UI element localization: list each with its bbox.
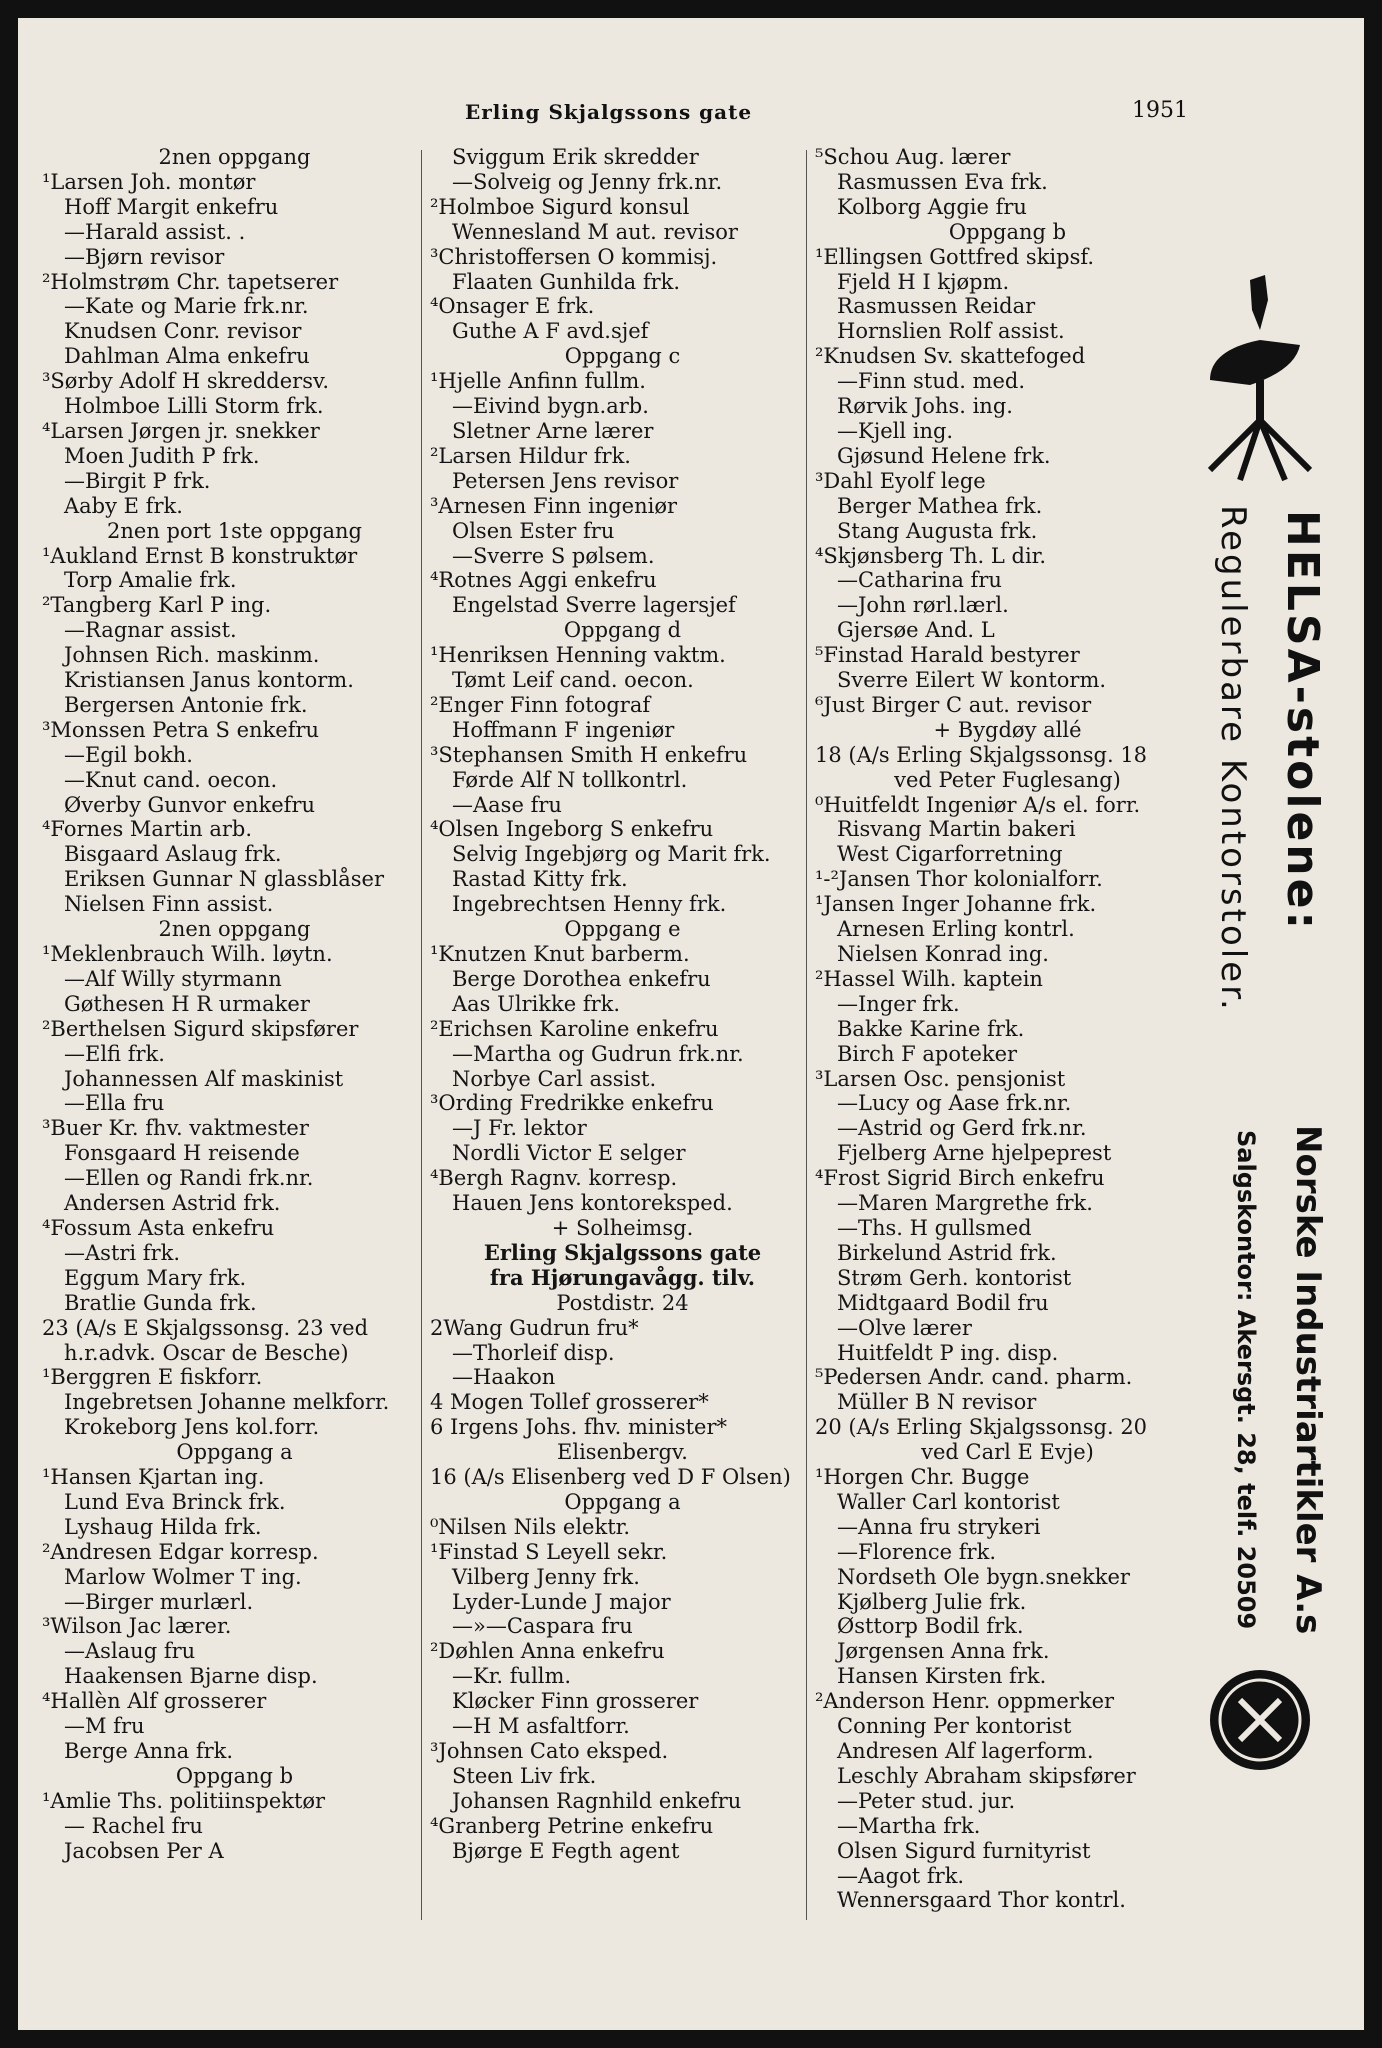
listing-row: Oppgang e: [564, 917, 681, 942]
listing-row: —Solveig og Jenny frk.nr.: [452, 169, 723, 194]
listing-row: ³Dahl Eyolf lege: [815, 468, 986, 493]
listing-row: ¹Larsen Joh. montør: [42, 169, 256, 194]
listing-row: Rasmussen Reidar: [837, 294, 1036, 319]
listing-row: 20 (A/s Erling Skjalgssonsg. 20: [815, 1415, 1148, 1440]
listing-row: ¹Hjelle Anfinn fullm.: [430, 369, 646, 394]
listing-row: ¹Aukland Ernst B konstruktør: [42, 543, 358, 568]
listing-row: —Haakon: [452, 1365, 556, 1390]
listing-row: Jacobsen Per A: [64, 1838, 224, 1863]
listing-row: Kjølberg Julie frk.: [837, 1589, 1027, 1614]
listing-row: Midtgaard Bodil fru: [837, 1290, 1049, 1315]
listing-row: Fjeld H I kjøpm.: [837, 269, 1010, 294]
listing-row: Hornslien Rolf assist.: [837, 319, 1065, 344]
listing-row: Oppgang c: [564, 344, 681, 369]
listing-row: ²Enger Finn fotograf: [430, 692, 651, 717]
listing-row: ¹Amlie Ths. politiinspektør: [42, 1788, 326, 1813]
listing-row: ⁴Bergh Ragnv. korresp.: [430, 1166, 678, 1191]
listing-row: ²Anderson Henr. oppmerker: [815, 1689, 1115, 1714]
listing-row: ved Peter Fuglesang): [894, 767, 1121, 792]
column-3: [815, 145, 1200, 1913]
page-number: 1951: [1132, 98, 1188, 123]
listing-row: —Eivind bygn.arb.: [452, 394, 649, 419]
listing-row: Vilberg Jenny frk.: [452, 1564, 640, 1589]
listing-row: ⁵Finstad Harald bestyrer: [815, 643, 1080, 668]
street-header: Erling Skjalgssons gate: [465, 100, 753, 124]
listing-row: —Elfi frk.: [64, 1041, 165, 1066]
listing-row: Elisenbergv.: [557, 1440, 688, 1465]
listing-row: Hoff Margit enkefru: [64, 194, 279, 219]
listing-row: 16 (A/s Elisenberg ved D F Olsen): [430, 1465, 791, 1490]
listing-row: Sviggum Erik skredder: [452, 145, 699, 169]
listing-row: Førde Alf N tollkontrl.: [452, 767, 688, 792]
listing-row: Lund Eva Brinck frk.: [64, 1489, 286, 1514]
listing-row: —Ella fru: [64, 1091, 165, 1116]
listing-row: Aaby E frk.: [64, 493, 183, 518]
listing-row: ved Carl E Evje): [921, 1440, 1094, 1465]
listing-row: ¹Finstad S Leyell sekr.: [430, 1539, 668, 1564]
listing-row: Erling Skjalgssons gate: [483, 1239, 762, 1265]
listing-row: ⁴Olsen Ingeborg S enkefru: [430, 817, 714, 842]
listing-row: 2nen oppgang: [158, 145, 311, 169]
listing-row: —Knut cand. oecon.: [64, 767, 278, 792]
column-2: [430, 145, 815, 1864]
listing-row: + Bygdøy allé: [933, 717, 1082, 742]
listing-row: Haakensen Bjarne disp.: [64, 1664, 318, 1689]
listing-row: Rasmussen Eva frk.: [837, 169, 1048, 194]
listing-row: 6 Irgens Johs. fhv. minister*: [430, 1415, 728, 1440]
listing-row: —Ellen og Randi frk.nr.: [64, 1166, 314, 1191]
listing-row: Østtorp Bodil frk.: [837, 1614, 1024, 1639]
listing-row: ⁰Nilsen Nils elektr.: [430, 1514, 631, 1539]
listing-row: Sverre Eilert W kontorm.: [837, 668, 1107, 693]
listing-row: Johnsen Rich. maskinm.: [64, 643, 320, 668]
listing-row: Holmboe Lilli Storm frk.: [64, 394, 324, 419]
listing-row: Aas Ulrikke frk.: [452, 991, 621, 1016]
listing-row: h.r.advk. Oscar de Besche): [64, 1340, 349, 1365]
listing-row: Berge Dorothea enkefru: [452, 966, 711, 991]
listing-row: Berge Anna frk.: [64, 1739, 234, 1763]
listing-row: Huitfeldt P ing. disp.: [837, 1340, 1059, 1365]
listing-row: —Aagot frk.: [837, 1863, 965, 1888]
listing-row: —Astrid og Gerd frk.nr.: [837, 1116, 1087, 1141]
listing-row: Kløcker Finn grosserer: [452, 1689, 699, 1714]
listing-row: Olsen Ester fru: [452, 518, 615, 543]
listing-row: Eggum Mary frk.: [64, 1265, 247, 1290]
listing-row: ¹Berggren E fiskforr.: [42, 1365, 263, 1390]
listing-row: ³Buer Kr. fhv. vaktmester: [42, 1116, 309, 1141]
listing-row: Nordli Victor E selger: [452, 1141, 686, 1166]
listing-row: ⁴Rotnes Aggi enkefru: [430, 568, 657, 593]
listing-row: Oppgang a: [176, 1440, 293, 1465]
listing-row: ³Larsen Osc. pensjonist: [815, 1066, 1066, 1091]
listing-row: Flaaten Gunhilda frk.: [452, 269, 681, 294]
listing-row: ⁵Schou Aug. lærer: [815, 145, 1011, 169]
listing-row: Müller B N revisor: [837, 1390, 1037, 1415]
listing-row: —Martha og Gudrun frk.nr.: [452, 1041, 744, 1066]
listing-row: Hansen Kirsten frk.: [837, 1664, 1047, 1689]
listing-row: —Sverre S pølsem.: [452, 543, 655, 568]
listing-row: Risvang Martin bakeri: [837, 817, 1076, 842]
listing-row: Oppgang b: [948, 219, 1067, 244]
listing-row: ²Larsen Hildur frk.: [430, 443, 631, 468]
listing-row: —Egil bokh.: [64, 742, 193, 767]
listing-row: —Olve lærer: [837, 1315, 972, 1340]
listing-row: Oppgang d: [563, 618, 682, 643]
listing-row: ²Erichsen Karoline enkefru: [430, 1016, 719, 1041]
listing-row: Hauen Jens kontoreksped.: [452, 1191, 733, 1216]
listing-row: Conning Per kontorist: [837, 1714, 1072, 1739]
listing-row: ⁴Fossum Asta enkefru: [42, 1215, 275, 1240]
listing-row: Jørgensen Anna frk.: [837, 1639, 1050, 1664]
listing-row: ¹Hansen Kjartan ing.: [42, 1465, 265, 1490]
listing-row: Øverby Gunvor enkefru: [64, 792, 316, 817]
listing-row: Lyder-Lunde J major: [452, 1589, 671, 1614]
listing-row: ²Hassel Wilh. kaptein: [815, 966, 1043, 991]
listing-row: Olsen Sigurd furnityrist: [837, 1838, 1091, 1863]
listing-row: Moen Judith P frk.: [64, 443, 260, 468]
listing-row: ⁴Granberg Petrine enkefru: [430, 1813, 714, 1838]
column-1: [42, 145, 427, 1864]
listing-row: Kristiansen Janus kontorm.: [64, 668, 354, 693]
listing-row: 4 Mogen Tollef grosserer*: [430, 1390, 709, 1415]
company-logo-icon: [1205, 1665, 1315, 1775]
listing-row: —Kate og Marie frk.nr.: [64, 294, 309, 319]
listing-row: 2nen oppgang: [158, 917, 311, 942]
listing-row: Rastad Kitty frk.: [452, 867, 628, 892]
listing-row: ⁴Onsager E frk.: [430, 294, 595, 319]
listing-row: —M fru: [64, 1714, 145, 1739]
listing-row: Berger Mathea frk.: [837, 493, 1043, 518]
listing-row: ³Sørby Adolf H skreddersv.: [42, 369, 330, 394]
listing-row: ⁴Frost Sigrid Birch enkefru: [815, 1166, 1105, 1191]
listing-row: Marlow Wolmer T ing.: [64, 1564, 302, 1589]
listing-row: ²Døhlen Anna enkefru: [430, 1639, 665, 1664]
listing-row: Wennersgaard Thor kontrl.: [837, 1888, 1126, 1913]
listing-row: —Lucy og Aase frk.nr.: [837, 1091, 1072, 1116]
listing-row: —Ths. H gullsmed: [837, 1215, 1032, 1240]
listing-row: —Inger frk.: [837, 991, 960, 1016]
listing-row: ¹Henriksen Henning vaktm.: [430, 643, 726, 668]
listing-row: —Martha frk.: [837, 1813, 981, 1838]
listing-row: —Bjørn revisor: [64, 244, 225, 269]
listing-row: —Astri frk.: [64, 1240, 181, 1265]
listing-row: Nielsen Finn assist.: [64, 892, 274, 917]
listing-row: —John rørl.lærl.: [837, 593, 1009, 618]
listing-row: Steen Liv frk.: [452, 1763, 597, 1788]
listing-row: ³Monssen Petra S enkefru: [42, 717, 320, 742]
listing-row: Andresen Alf lagerform.: [837, 1739, 1094, 1763]
listing-row: Bergersen Antonie frk.: [64, 692, 308, 717]
listing-row: + Solheimsg.: [551, 1215, 694, 1240]
listing-row: — Rachel fru: [64, 1813, 203, 1838]
listing-row: ⁰Huitfeldt Ingeniør A/s el. forr.: [815, 792, 1141, 817]
listing-row: Gjersøe And. L: [837, 618, 995, 643]
listing-row: Oppgang b: [175, 1763, 294, 1788]
listing-row: West Cigarforretning: [837, 842, 1063, 867]
listing-row: —Finn stud. med.: [837, 369, 1026, 394]
listing-row: Lyshaug Hilda frk.: [64, 1514, 262, 1539]
listing-row: —»—Caspara fru: [452, 1614, 633, 1639]
listing-row: ¹-²Jansen Thor kolonialforr.: [815, 867, 1103, 892]
listing-row: Johansen Ragnhild enkefru: [452, 1788, 742, 1813]
listing-row: Birch F apoteker: [837, 1041, 1018, 1066]
listing-row: ²Andresen Edgar korresp.: [42, 1539, 319, 1564]
listing-row: ²Holmboe Sigurd konsul: [430, 194, 690, 219]
listing-row: ⁵Pedersen Andr. cand. pharm.: [815, 1365, 1133, 1390]
listing-row: Torp Amalie frk.: [64, 568, 237, 593]
listing-row: Sletner Arne lærer: [452, 418, 654, 443]
listing-row: Engelstad Sverre lagersjef: [452, 593, 736, 618]
listing-row: Knudsen Conr. revisor: [64, 319, 302, 344]
listing-row: Dahlman Alma enkefru: [64, 344, 310, 369]
listing-row: —Birgit P frk.: [64, 468, 211, 493]
listing-row: ²Berthelsen Sigurd skipsfører: [42, 1016, 359, 1041]
listing-row: 2Wang Gudrun fru*: [430, 1315, 639, 1340]
listing-row: Hoffmann F ingeniør: [452, 717, 675, 742]
listing-row: —Birger murlærl.: [64, 1589, 254, 1614]
listing-row: —Kr. fullm.: [452, 1664, 572, 1689]
listing-row: Kolborg Aggie fru: [837, 194, 1027, 219]
listing-row: Oppgang a: [564, 1489, 681, 1514]
listing-row: Birkelund Astrid frk.: [837, 1240, 1057, 1265]
listing-row: ³Ording Fredrikke enkefru: [430, 1091, 714, 1116]
listing-row: ³Christoffersen O kommisj.: [430, 244, 718, 269]
listing-row: ¹Knutzen Knut barberm.: [430, 942, 690, 966]
listing-row: —Thorleif disp.: [452, 1340, 615, 1365]
listing-row: Selvig Ingebjørg og Marit frk.: [452, 842, 771, 867]
listing-row: ²Holmstrøm Chr. tapetserer: [42, 269, 339, 294]
listing-row: ¹Meklenbrauch Wilh. løytn.: [42, 942, 333, 966]
listing-row: Ingebretsen Johanne melkforr.: [64, 1390, 390, 1415]
listing-row: Nielsen Konrad ing.: [837, 942, 1049, 966]
office-chair-icon: [1190, 270, 1330, 490]
listing-row: Postdistr. 24: [556, 1290, 689, 1315]
listing-row: Norbye Carl assist.: [452, 1066, 657, 1091]
listing-row: —Harald assist. .: [64, 219, 246, 244]
listing-row: Fjelberg Arne hjelpeprest: [837, 1141, 1112, 1166]
listing-row: Nordseth Ole bygn.snekker: [837, 1564, 1130, 1589]
listing-row: Guthe A F avd.sjef: [452, 319, 649, 344]
listing-row: ²Knudsen Sv. skattefoged: [815, 344, 1086, 369]
ad-subtitle: Regulerbare Kontorstoler.: [1213, 505, 1253, 1013]
listing-row: Rørvik Johs. ing.: [837, 394, 1013, 419]
listing-row: Bjørge E Fegth agent: [452, 1838, 680, 1863]
listing-row: ²Tangberg Karl P ing.: [42, 593, 272, 618]
listing-row: —Kjell ing.: [837, 418, 954, 443]
listing-row: Arnesen Erling kontrl.: [837, 917, 1075, 942]
listing-row: Leschly Abraham skipsfører: [837, 1763, 1136, 1788]
listing-row: Bisgaard Aslaug frk.: [64, 842, 282, 867]
listing-row: ⁴Skjønsberg Th. L dir.: [815, 543, 1047, 568]
ad-contact: Salgskontor: Akersgt. 28, telf. 20509: [1232, 1130, 1260, 1630]
listing-row: ¹Ellingsen Gottfred skipsf.: [815, 244, 1095, 269]
listing-row: ³Wilson Jac lærer.: [42, 1614, 232, 1639]
listing-row: Ingebrechtsen Henny frk.: [452, 892, 727, 917]
listing-row: —Peter stud. jur.: [837, 1788, 1016, 1813]
listing-row: Johannessen Alf maskinist: [64, 1066, 344, 1091]
listing-row: Fonsgaard H reisende: [64, 1141, 300, 1166]
listing-row: Andersen Astrid frk.: [64, 1191, 281, 1216]
listing-row: ⁴Fornes Martin arb.: [42, 817, 253, 842]
listing-row: —Ragnar assist.: [64, 618, 237, 643]
listing-row: —Catharina fru: [837, 568, 1002, 593]
listing-row: Krokeborg Jens kol.forr.: [64, 1415, 320, 1440]
listing-row: Gjøsund Helene frk.: [837, 443, 1051, 468]
listing-row: —Alf Willy styrmann: [64, 966, 282, 991]
listing-row: Eriksen Gunnar N glassblåser: [64, 867, 385, 892]
listing-row: Tømt Leif cand. oecon.: [452, 668, 694, 693]
listing-row: —Maren Margrethe frk.: [837, 1191, 1093, 1216]
listing-row: ⁶Just Birger C aut. revisor: [815, 692, 1092, 717]
listing-row: 18 (A/s Erling Skjalgssonsg. 18: [815, 742, 1148, 767]
listing-row: Gøthesen H R urmaker: [64, 991, 310, 1016]
listing-row: 2nen port 1ste oppgang: [107, 518, 362, 543]
listing-row: ¹Horgen Chr. Bugge: [815, 1465, 1030, 1490]
listing-row: ³Stephansen Smith H enkefru: [430, 742, 748, 767]
ad-company: Norske Industriartikler A.s: [1288, 1125, 1328, 1635]
listing-row: Strøm Gerh. kontorist: [837, 1265, 1072, 1290]
listing-row: ⁴Hallèn Alf grosserer: [42, 1689, 267, 1714]
listing-row: —Aslaug fru: [64, 1639, 196, 1664]
listing-row: 23 (A/s E Skjalgssonsg. 23 ved: [42, 1315, 369, 1340]
listing-row: —Anna fru strykeri: [837, 1514, 1041, 1539]
listing-row: Bratlie Gunda frk.: [64, 1290, 257, 1315]
listing-row: —H M asfaltforr.: [452, 1714, 630, 1739]
listing-row: —Florence frk.: [837, 1539, 996, 1564]
listing-row: Stang Augusta frk.: [837, 518, 1038, 543]
listing-row: ³Arnesen Finn ingeniør: [430, 493, 678, 518]
listing-row: ⁴Larsen Jørgen jr. snekker: [42, 418, 320, 443]
listing-row: fra Hjørungavågg. tilv.: [489, 1264, 756, 1290]
ad-brand: HELSA-stolene:: [1277, 510, 1328, 933]
listing-row: Bakke Karine frk.: [837, 1016, 1025, 1041]
listing-row: —Aase fru: [452, 792, 562, 817]
listing-row: Wennesland M aut. revisor: [452, 219, 738, 244]
listing-row: Waller Carl kontorist: [837, 1489, 1060, 1514]
listing-row: ¹Jansen Inger Johanne frk.: [815, 892, 1097, 917]
listing-row: —J Fr. lektor: [452, 1116, 587, 1141]
listing-row: ³Johnsen Cato eksped.: [430, 1739, 669, 1763]
listing-row: Petersen Jens revisor: [452, 468, 679, 493]
